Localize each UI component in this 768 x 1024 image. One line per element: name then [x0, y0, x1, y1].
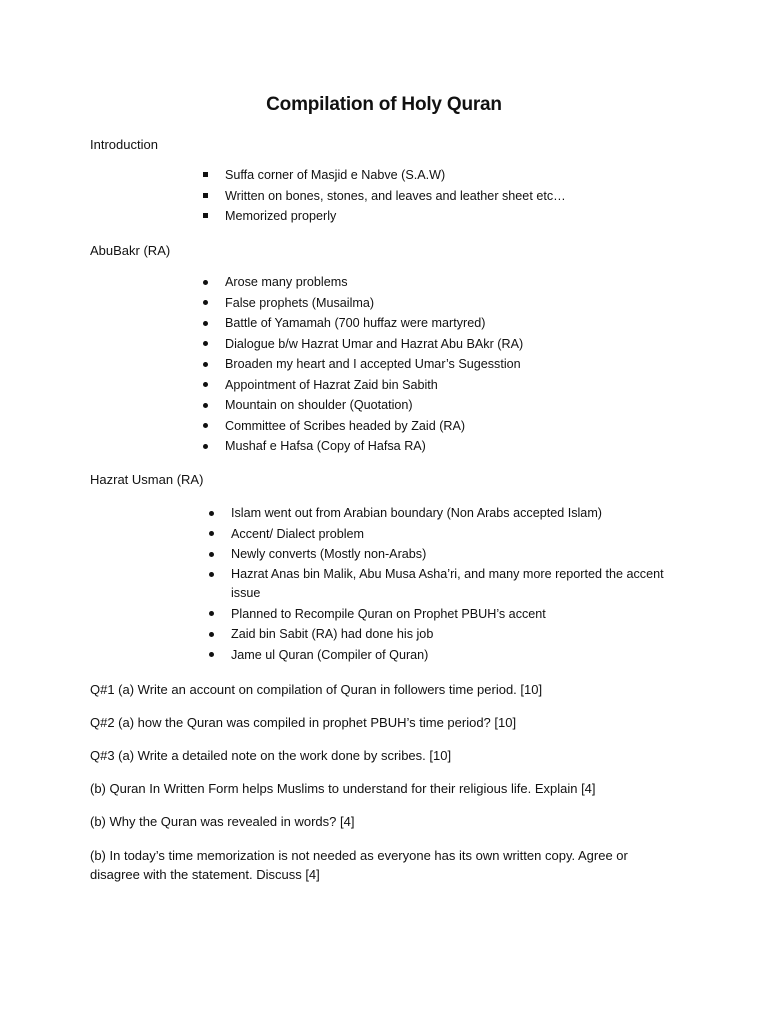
list-item: Newly converts (Mostly non-Arabs): [231, 544, 671, 565]
list-item: False prophets (Musailma): [225, 293, 523, 314]
section-heading-hazrat-usman: Hazrat Usman (RA): [90, 472, 204, 487]
list-item: Arose many problems: [225, 272, 523, 293]
list-item: Accent/ Dialect problem: [231, 524, 671, 545]
list-item: Broaden my heart and I accepted Umar’s Sugesstion: [225, 354, 523, 375]
list-item: Written on bones, stones, and leaves and leather sheet etc…: [225, 186, 566, 207]
question-3: Q#3 (a) Write a detailed note on the work done by scribes. [10]: [90, 748, 452, 763]
list-item: Mushaf e Hafsa (Copy of Hafsa RA): [225, 436, 523, 457]
introduction-list: [225, 165, 566, 227]
list-item: Memorized properly: [225, 206, 566, 227]
list-item: Jame ul Quran (Compiler of Quran): [231, 645, 671, 666]
list-item: Suffa corner of Masjid e Nabve (S.A.W): [225, 165, 566, 186]
question-1: Q#1 (a) Write an account on compilation of Quran in followers time period. [10]: [90, 682, 543, 697]
list-item: Battle of Yamamah (700 huffaz were martyred): [225, 313, 523, 334]
list-item: Zaid bin Sabit (RA) had done his job: [231, 624, 671, 645]
section-heading-abubakr: AbuBakr (RA): [90, 243, 171, 258]
question-3b-written-form: (b) Quran In Written Form helps Muslims to understand for their religious life. Explain [4]: [90, 781, 596, 796]
list-item: Islam went out from Arabian boundary (Non Arabs accepted Islam): [231, 503, 671, 524]
list-item: Appointment of Hazrat Zaid bin Sabith: [225, 375, 523, 396]
list-item: Planned to Recompile Quran on Prophet PBUH’s accent: [231, 604, 671, 625]
section-heading-introduction: Introduction: [90, 137, 158, 152]
list-item: Mountain on shoulder (Quotation): [225, 395, 523, 416]
list-item: Dialogue b/w Hazrat Umar and Hazrat Abu BAkr (RA): [225, 334, 523, 355]
list-item: Committee of Scribes headed by Zaid (RA): [225, 416, 523, 437]
abubakr-list: [225, 272, 523, 457]
hazrat-usman-list: [231, 503, 671, 665]
document-title: Compilation of Holy Quran: [266, 94, 502, 115]
list-item: Hazrat Anas bin Malik, Abu Musa Asha’ri, and many more reported the accent issue: [231, 565, 671, 604]
question-2: Q#2 (a) how the Quran was compiled in prophet PBUH’s time period? [10]: [90, 715, 517, 730]
question-revealed-in-words: (b) Why the Quran was revealed in words? [4]: [90, 814, 355, 829]
question-memorization: (b) In today’s time memorization is not needed as everyone has its own written copy. Agree or disagree with the statement. Discuss [4]: [90, 848, 628, 882]
